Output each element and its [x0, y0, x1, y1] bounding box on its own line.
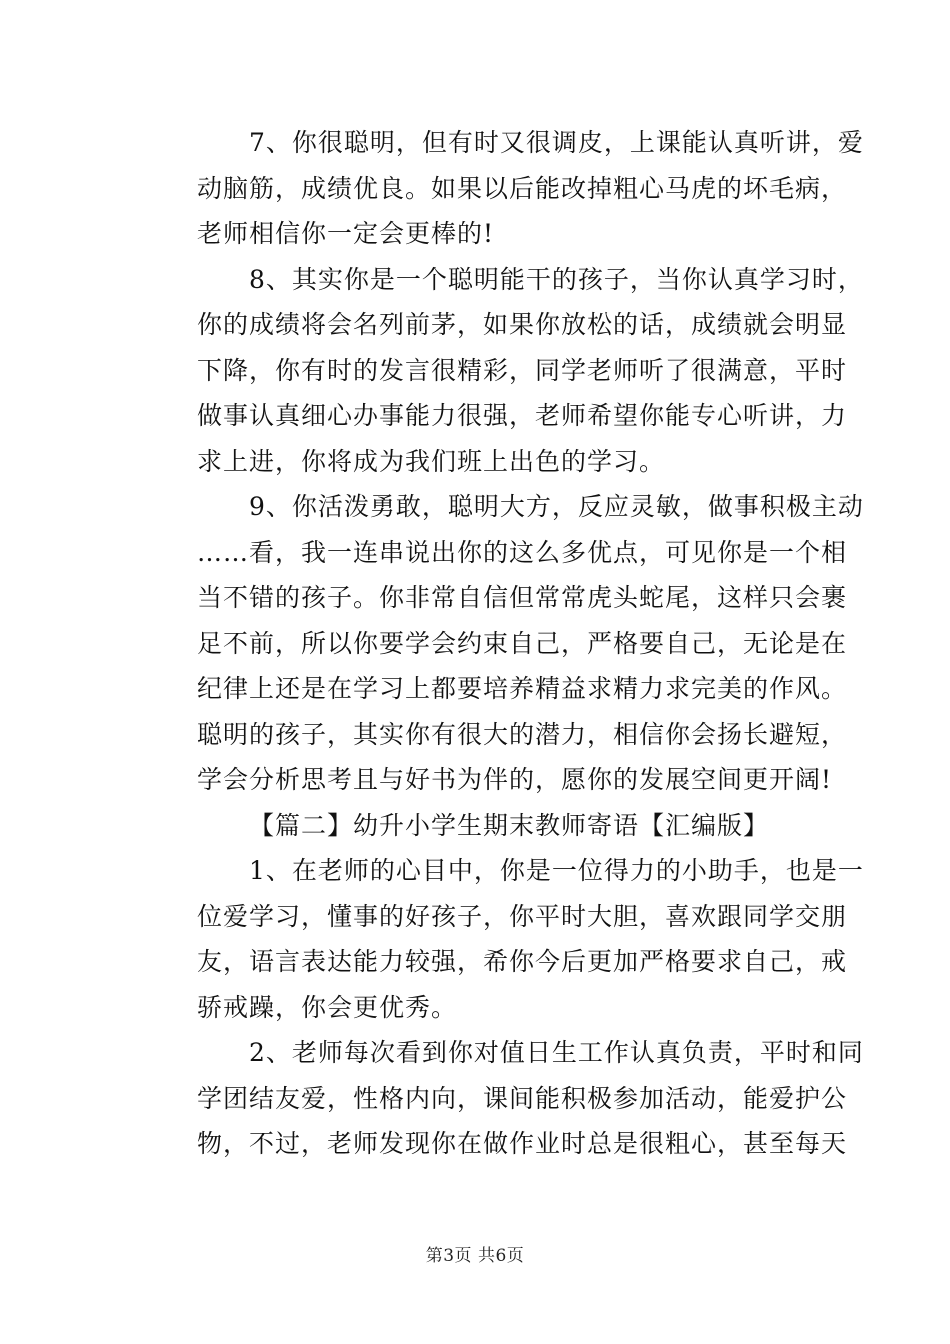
text-line: 2、老师每次看到你对值日生工作认真负责，平时和同 [249, 1038, 864, 1067]
text-line: 做事认真细心办事能力很强，老师希望你能专心听讲，力 [197, 401, 848, 430]
document-body [145, 120, 864, 1167]
text-line: 7、你很聪明，但有时又很调皮，上课能认真听讲，爱 [249, 128, 864, 157]
text-line: 动脑筋，成绩优良。如果以后能改掉粗心马虎的坏毛病， [197, 173, 848, 203]
text-line: 1、在老师的心目中，你是一位得力的小助手，也是一 [249, 856, 864, 885]
text-line: 求上进，你将成为我们班上出色的学习。 [197, 446, 666, 476]
section-heading-text: 【篇二】幼升小学生期末教师寄语【汇编版】 [249, 810, 770, 840]
text-line: 下降，你有时的发言很精彩，同学老师听了很满意，平时 [197, 355, 848, 385]
paragraph-item-8 [145, 257, 864, 485]
text-line: 8、其实你是一个聪明能干的孩子，当你认真学习时， [249, 264, 864, 294]
text-line: 纪律上还是在学习上都要培养精益求精力求完美的作风。 [197, 674, 848, 703]
text-line: 友，语言表达能力较强，希你今后更加严格要求自己，戒 [197, 947, 848, 976]
text-line: 老师相信你一定会更棒的! [197, 219, 495, 248]
page-number-footer: 第3页 共6页 [425, 1246, 525, 1266]
text-line: 你的成绩将会名列前茅，如果你放松的话，成绩就会明显 [197, 310, 848, 339]
text-line: 学团结友爱，性格内向，课间能积极参加活动，能爱护公 [197, 1083, 848, 1113]
paragraph-item-1 [145, 848, 864, 1030]
text-line: 骄戒躁，你会更优秀。 [197, 992, 458, 1022]
text-line: ……看，我一连串说出你的这么多优点，可见你是一个相 [197, 537, 848, 567]
text-line: 9、你活泼勇敢，聪明大方，反应灵敏，做事积极主动 [249, 492, 864, 521]
text-line: 聪明的孩子，其实你有很大的潜力，相信你会扬长避短， [197, 719, 848, 749]
text-line: 当不错的孩子。你非常自信但常常虎头蛇尾，这样只会裹 [197, 583, 848, 612]
text-line: 位爱学习，懂事的好孩子，你平时大胆，喜欢跟同学交朋 [197, 901, 848, 931]
text-line: 学会分析思考且与好书为伴的，愿你的发展空间更开阔! [197, 765, 833, 794]
paragraph-item-2 [145, 1030, 864, 1167]
paragraph-item-9 [145, 484, 864, 803]
text-line: 物，不过，老师发现你在做作业时总是很粗心，甚至每天 [197, 1129, 848, 1158]
text-line: 足不前，所以你要学会约束自己，严格要自己，无论是在 [197, 628, 848, 658]
paragraph-item-7 [145, 120, 864, 257]
section-heading [145, 803, 810, 849]
